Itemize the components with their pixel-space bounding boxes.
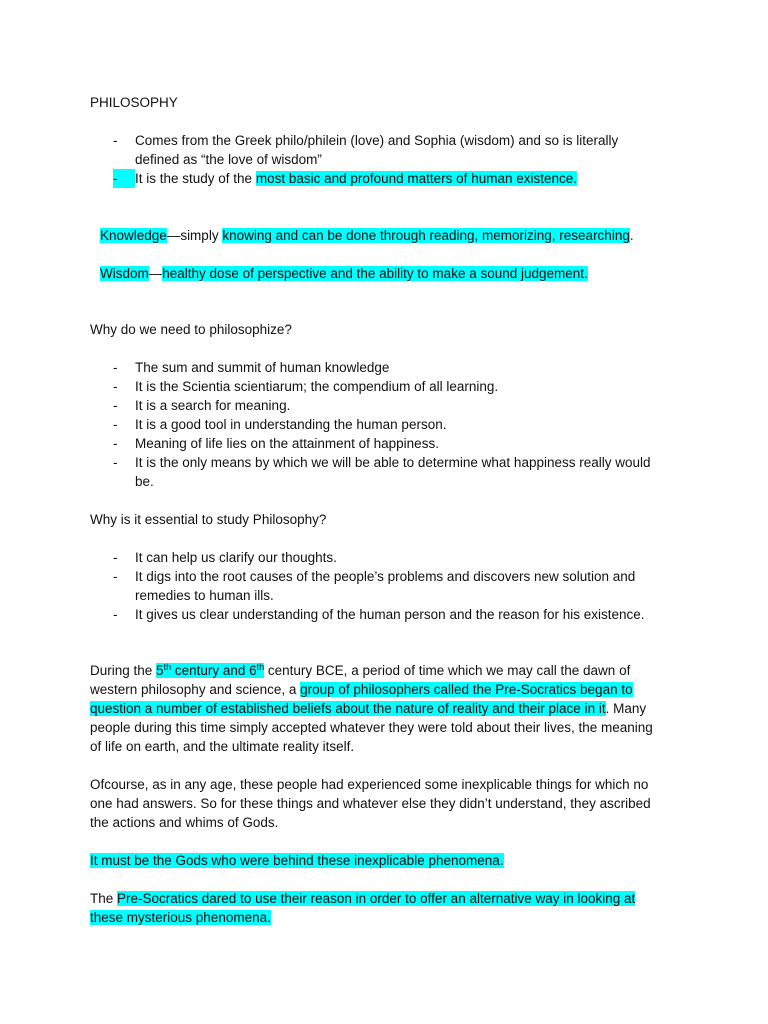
text: It is the study of the	[135, 171, 256, 186]
paragraph-line	[90, 851, 504, 870]
highlighted-text: question a number of established beliefs about the nature of reality and their place in it	[90, 701, 606, 716]
highlighted-text: most basic and profound matters of human existence.	[255, 171, 578, 186]
wisdom-definition	[100, 264, 588, 283]
text: century BCE, a period of time which we may call the dawn of	[264, 663, 631, 678]
paragraph-line: of life on earth, and the ultimate reality itself.	[90, 739, 355, 754]
paragraph-line	[90, 661, 630, 680]
list-item: It is the only means by which we will be able to determine what happiness really would	[135, 455, 651, 470]
bullet-dash: -	[113, 417, 118, 432]
paragraph-line: people during this time simply accepted whatever they were told about their lives, the meaning	[90, 720, 653, 735]
list-item-continuation: defined as “the love of wisdom”	[135, 152, 322, 167]
highlighted-text	[156, 663, 264, 678]
text: The	[90, 891, 118, 906]
list-item-continuation: remedies to human ills.	[135, 588, 274, 603]
bullet-dash: -	[113, 455, 118, 470]
list-item: Comes from the Greek philo/philein (love) and Sophia (wisdom) and so is literally	[135, 133, 619, 148]
text: During the	[90, 663, 157, 678]
paragraph-line: one had answers. So for these things and whatever else they didn’t understand, they ascribed	[90, 796, 651, 811]
highlighted-text: group of philosophers called the Pre-Socratics began to	[300, 682, 633, 697]
bullet-dash: -	[113, 550, 118, 565]
list-item-continuation: be.	[135, 474, 154, 489]
list-item: It is the Scientia scientiarum; the compendium of all learning.	[135, 379, 499, 394]
section-heading: Why is it essential to study Philosophy?	[90, 512, 327, 527]
bullet-dash: -	[113, 398, 118, 413]
bullet-dash: -	[113, 133, 118, 148]
text: . Many	[605, 701, 647, 716]
highlighted-text: these mysterious phenomena.	[90, 910, 271, 925]
page-title: PHILOSOPHY	[90, 95, 178, 110]
paragraph-line	[90, 908, 271, 927]
section-heading: Why do we need to philosophize?	[90, 322, 292, 337]
bullet-dash: -	[113, 607, 118, 622]
highlighted-text: Pre-Socratics dared to use their reason in order to offer an alternative way in looking at	[117, 891, 636, 906]
text: western philosophy and science, a	[90, 682, 301, 697]
list-item: It can help us clarify our thoughts.	[135, 550, 337, 565]
paragraph-line	[90, 680, 633, 699]
list-item: It digs into the root causes of the people’s problems and discovers new solution and	[135, 569, 636, 584]
separator: —simply	[166, 228, 223, 243]
superscript: th	[256, 662, 265, 672]
paragraph-line: Ofcourse, as in any age, these people had experienced some inexplicable things for which no	[90, 777, 649, 792]
text: 5	[156, 663, 164, 678]
separator: —	[148, 266, 163, 281]
superscript: th	[163, 662, 172, 672]
highlighted-text: knowing and can be done through reading, memorizing, researching	[222, 228, 630, 243]
list-item: It gives us clear understanding of the human person and the reason for his existence.	[135, 607, 645, 622]
text: century and 6	[171, 663, 257, 678]
bullet-dash: -	[113, 379, 118, 394]
list-item: It is a good tool in understanding the human person.	[135, 417, 447, 432]
bullet-dash: -	[113, 169, 135, 188]
knowledge-definition	[100, 226, 634, 245]
list-item: Meaning of life lies on the attainment of happiness.	[135, 436, 439, 451]
text: .	[629, 228, 634, 243]
list-item: It is a search for meaning.	[135, 398, 291, 413]
bullet-dash: -	[113, 360, 118, 375]
term-knowledge: Knowledge	[100, 228, 167, 243]
list-item	[135, 169, 577, 188]
list-item: The sum and summit of human knowledge	[135, 360, 390, 375]
highlighted-text: It must be the Gods who were behind these inexplicable phenomena.	[90, 853, 504, 868]
highlighted-text: healthy dose of perspective and the ability to make a sound judgement.	[162, 266, 588, 281]
paragraph-line: the actions and whims of Gods.	[90, 815, 279, 830]
term-wisdom: Wisdom	[100, 266, 149, 281]
paragraph-line	[90, 699, 646, 718]
paragraph-line	[90, 889, 635, 908]
bullet-dash: -	[113, 436, 118, 451]
bullet-dash: -	[113, 569, 118, 584]
